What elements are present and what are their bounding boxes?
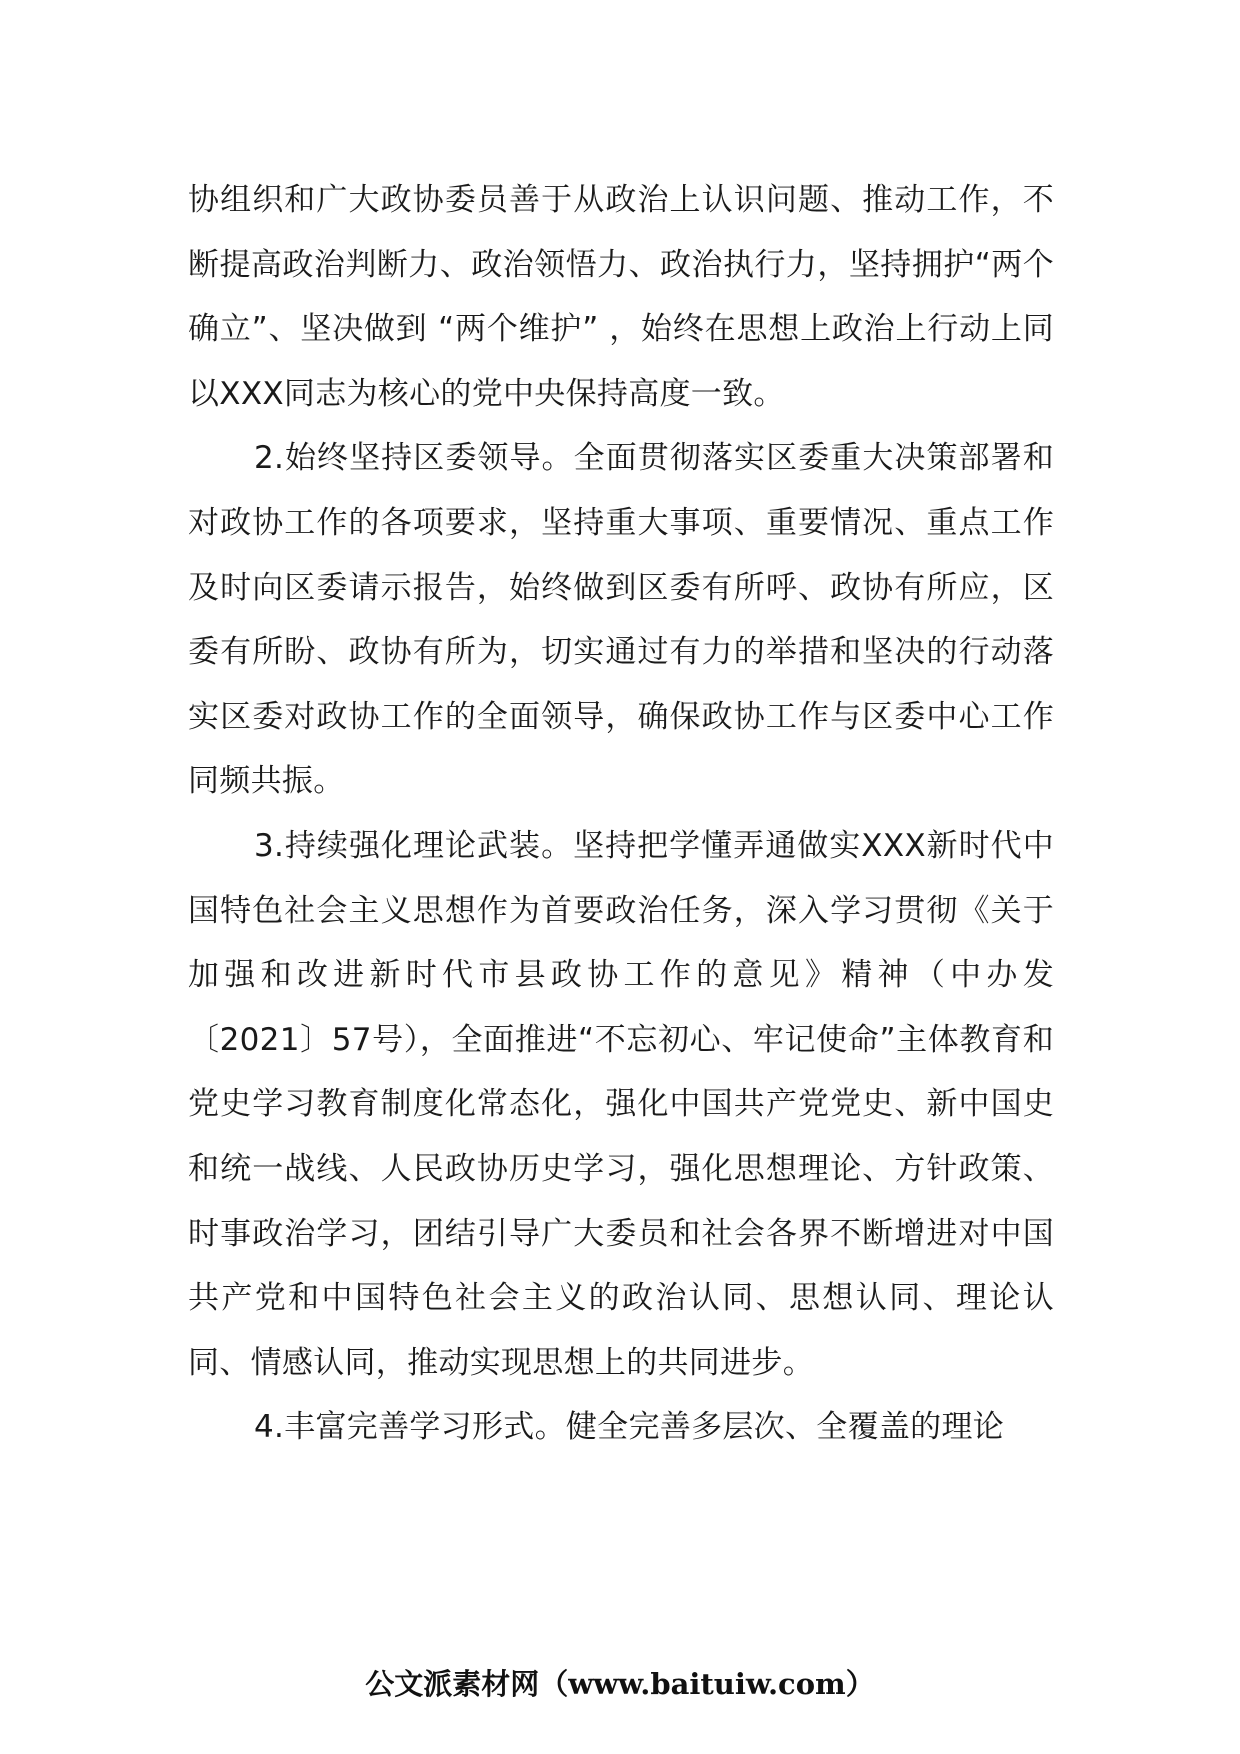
paragraph-item-2: 2.始终坚持区委领导。全面贯彻落实区委重大决策部署和对政协工作的各项要求，坚持重大事项、重要情况、重点工作及时向区委请示报告，始终做到区委有所呼、政协有所应，区委有所盼、政协有所为，切实通过有力的举措和坚决的行动落实区委对政协工作的全面领导，确保政协工作与区委中心工作同频共振。 [188,440,1054,800]
paragraph-item-4: 4.丰富完善学习形式。健全完善多层次、全覆盖的理论 [254,1409,1005,1446]
footer-source-text: 公文派素材网（www.baituiw.com） [365,1667,875,1701]
paragraph-continuation: 协组织和广大政协委员善于从政治上认识问题、推动工作，不断提高政治判断力、政治领悟力、政治执行力，坚持拥护“两个确立”、坚决做到 “两个维护” ，始终在思想上政治上行动上同以XXX同志为核心的党中央保持高度一致。 [188,182,1054,412]
document-body [188,168,1054,1460]
paragraph-item-3: 3.持续强化理论武装。坚持把学懂弄通做实XXX新时代中国特色社会主义思想作为首要政治任务，深入学习贯彻《关于加强和改进新时代市县政协工作的意见》精神（中办发〔2021〕57号），全面推进“不忘初心、牢记使命”主体教育和党史学习教育制度化常态化，强化中国共产党党史、新中国史和统一战线、人民政协历史学习，强化思想理论、方针政策、时事政治学习，团结引导广大委员和社会各界不断增进对中国共产党和中国特色社会主义的政治认同、思想认同、理论认同、情感认同，推动实现思想上的共同进步。 [188,827,1054,1381]
